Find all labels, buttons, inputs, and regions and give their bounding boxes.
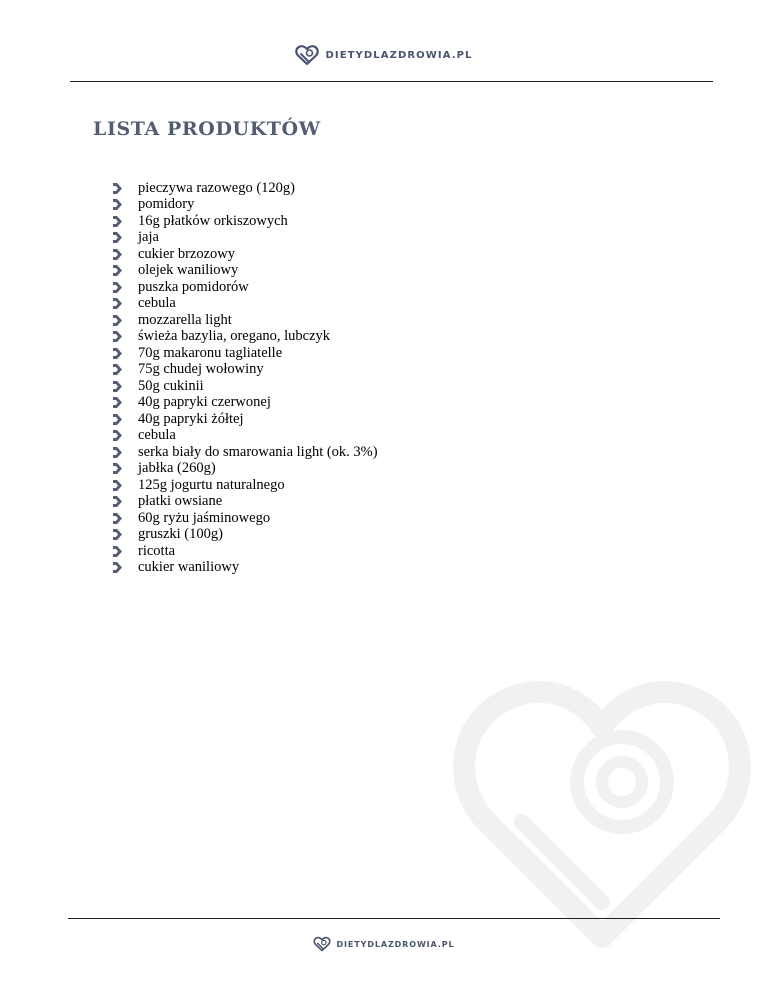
product-name: 125g jogurtu naturalnego (138, 476, 285, 493)
product-name: 75g chudej wołowiny (138, 361, 264, 378)
arrow-bullet-icon (113, 183, 122, 194)
list-item (113, 312, 378, 329)
arrow-bullet-icon (113, 232, 122, 243)
product-name: cukier waniliowy (138, 559, 240, 576)
arrow-bullet-icon (113, 265, 122, 276)
bottom-divider (68, 918, 720, 919)
arrow-bullet-icon (113, 480, 122, 491)
list-item (113, 345, 378, 362)
arrow-bullet-icon (113, 315, 122, 326)
product-name: cukier brzozowy (138, 245, 236, 262)
arrow-bullet-icon (113, 414, 122, 425)
list-item (113, 527, 378, 544)
list-item (113, 428, 378, 445)
list-item (113, 395, 378, 412)
header-logo-text: DIETYDLAZDROWIA.PL (325, 49, 473, 61)
list-item (113, 246, 378, 263)
product-name: cebula (138, 427, 176, 444)
arrow-bullet-icon (113, 331, 122, 342)
footer-logo-text: DIETYDLAZDROWIA.PL (336, 939, 455, 949)
product-name: gruszki (100g) (138, 526, 223, 543)
list-item (113, 560, 378, 577)
arrow-bullet-icon (113, 496, 122, 507)
product-name: 40g papryki żółtej (138, 410, 244, 427)
list-item (113, 296, 378, 313)
arrow-bullet-icon (113, 430, 122, 441)
arrow-bullet-icon (113, 381, 122, 392)
list-item (113, 362, 378, 379)
list-item (113, 213, 378, 230)
heart-watermark-icon (452, 672, 752, 952)
arrow-bullet-icon (113, 529, 122, 540)
arrow-bullet-icon (113, 546, 122, 557)
arrow-bullet-icon (113, 364, 122, 375)
list-item (113, 180, 378, 197)
arrow-bullet-icon (113, 249, 122, 260)
list-item (113, 477, 378, 494)
list-item (113, 494, 378, 511)
top-divider (70, 81, 713, 82)
list-item (113, 329, 378, 346)
list-item (113, 510, 378, 527)
heart-ribbon-icon (295, 44, 319, 66)
product-name: mozzarella light (138, 311, 232, 328)
product-name: puszka pomidorów (138, 278, 249, 295)
list-item (113, 263, 378, 280)
product-name: serka biały do smarowania light (ok. 3%) (138, 443, 378, 460)
arrow-bullet-icon (113, 562, 122, 573)
arrow-bullet-icon (113, 216, 122, 227)
list-item (113, 411, 378, 428)
product-name: 40g papryki czerwonej (138, 394, 271, 411)
product-name: jabłka (260g) (138, 460, 216, 477)
arrow-bullet-icon (113, 199, 122, 210)
list-item (113, 279, 378, 296)
product-name: pieczywa razowego (120g) (138, 179, 296, 196)
footer-logo[interactable] (0, 936, 768, 952)
product-name: cebula (138, 295, 176, 312)
arrow-bullet-icon (113, 282, 122, 293)
list-item (113, 543, 378, 560)
arrow-bullet-icon (113, 348, 122, 359)
product-name: 70g makaronu tagliatelle (138, 344, 283, 361)
arrow-bullet-icon (113, 298, 122, 309)
list-item (113, 444, 378, 461)
list-item (113, 230, 378, 247)
arrow-bullet-icon (113, 447, 122, 458)
list-item (113, 378, 378, 395)
product-name: świeża bazylia, oregano, lubczyk (138, 328, 331, 345)
product-name: 60g ryżu jaśminowego (138, 509, 271, 526)
arrow-bullet-icon (113, 513, 122, 524)
product-name: pomidory (138, 196, 195, 213)
product-name: jaja (138, 229, 159, 246)
arrow-bullet-icon (113, 463, 122, 474)
header-logo[interactable] (0, 44, 768, 66)
product-name: 16g płatków orkiszowych (138, 212, 288, 229)
list-item (113, 461, 378, 478)
list-item (113, 197, 378, 214)
product-list (113, 180, 378, 576)
product-name: ricotta (138, 542, 176, 559)
product-name: olejek waniliowy (138, 262, 239, 279)
page-title: LISTA PRODUKTÓW (93, 118, 321, 140)
heart-ribbon-icon (313, 936, 331, 952)
product-name: płatki owsiane (138, 493, 223, 510)
arrow-bullet-icon (113, 397, 122, 408)
product-name: 50g cukinii (138, 377, 204, 394)
